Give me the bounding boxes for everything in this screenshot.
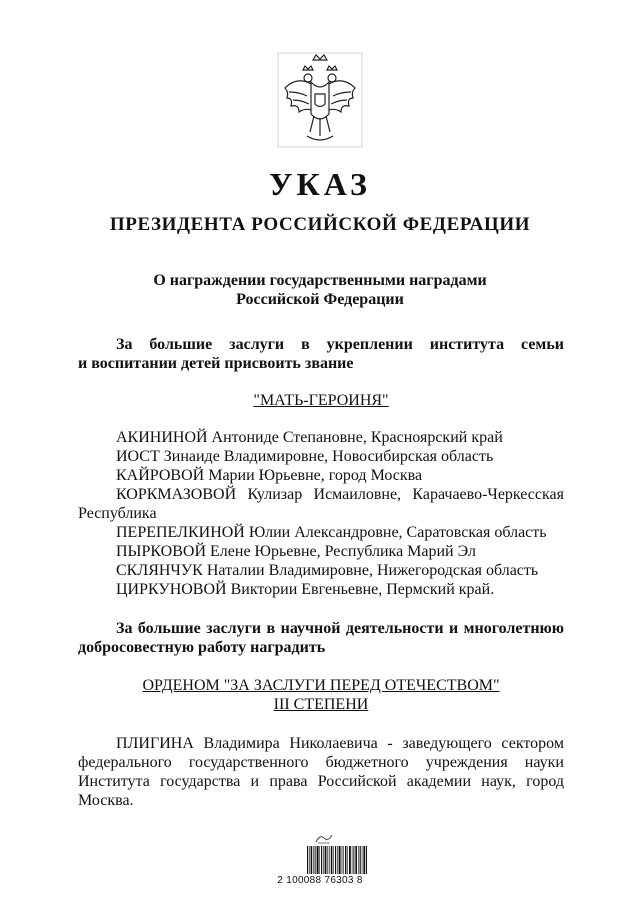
barcode-icon bbox=[307, 846, 367, 874]
section2-intro-line-2: добросовестную работу наградить bbox=[78, 639, 326, 656]
subject-line-2: Российской Федерации bbox=[236, 291, 404, 308]
section2-intro bbox=[78, 619, 564, 657]
section2-recipient-paragraph: ПЛИГИНА Владимира Николаевича - заведующего сектором федерального государственного бюджетного учреждения науки Института государства и права Российской академии наук, город Москва. bbox=[78, 735, 564, 809]
section1-intro-line-2: и воспитании детей присвоить звание bbox=[78, 355, 354, 372]
award-mother-heroine: "МАТЬ-ГЕРОИНЯ" bbox=[253, 392, 389, 409]
recipient-item: КОРКМАЗОВОЙ Кулизар Исмаиловне, Карачаево-Черкесская bbox=[116, 486, 564, 503]
recipient-item: ИОСТ Зинаиде Владимировне, Новосибирская область bbox=[116, 448, 494, 465]
recipient-item: АКИНИНОЙ Антониде Степановне, Красноярский край bbox=[116, 429, 503, 446]
recipient-item: ПЫРКОВОЙ Елене Юрьевне, Республика Марий Эл bbox=[116, 543, 476, 560]
subject-line-1: О награждении государственными наградами bbox=[153, 272, 487, 289]
coat-of-arms-emblem bbox=[277, 52, 363, 148]
section1-award-title bbox=[78, 391, 564, 410]
recipient-item-continuation: Республика bbox=[78, 505, 157, 522]
footer-logo-icon bbox=[314, 832, 334, 844]
recipients-list bbox=[78, 428, 564, 599]
award-order-merit: ОРДЕНОМ "ЗА ЗАСЛУГИ ПЕРЕД ОТЕЧЕСТВОМ" bbox=[142, 677, 500, 694]
recipient-item: КАЙРОВОЙ Марии Юрьевне, город Москва bbox=[116, 467, 423, 484]
decree-subject bbox=[0, 271, 640, 309]
section2-award-title bbox=[78, 676, 564, 714]
recipient-item: СКЛЯНЧУК Наталии Владимировне, Нижегородская область bbox=[116, 562, 539, 579]
award-order-degree: III СТЕПЕНИ bbox=[273, 696, 369, 713]
section1-intro bbox=[78, 335, 564, 373]
section1-intro-line-1: За большие заслуги в укреплении института семьи bbox=[116, 336, 564, 353]
document-title: УКАЗ bbox=[269, 166, 371, 202]
recipient-item: ПЕРЕПЕЛКИНОЙ Юлии Александровне, Саратовская область bbox=[116, 524, 547, 541]
barcode-number: 2 100088 76303 8 bbox=[277, 875, 363, 886]
recipient-item: ЦИРКУНОВОЙ Виктории Евгеньевне, Пермский край. bbox=[116, 581, 495, 598]
document-subtitle: ПРЕЗИДЕНТА РОССИЙСКОЙ ФЕДЕРАЦИИ bbox=[109, 214, 531, 235]
section2-intro-line-1: За большие заслуги в научной деятельности и многолетнюю bbox=[116, 620, 564, 637]
